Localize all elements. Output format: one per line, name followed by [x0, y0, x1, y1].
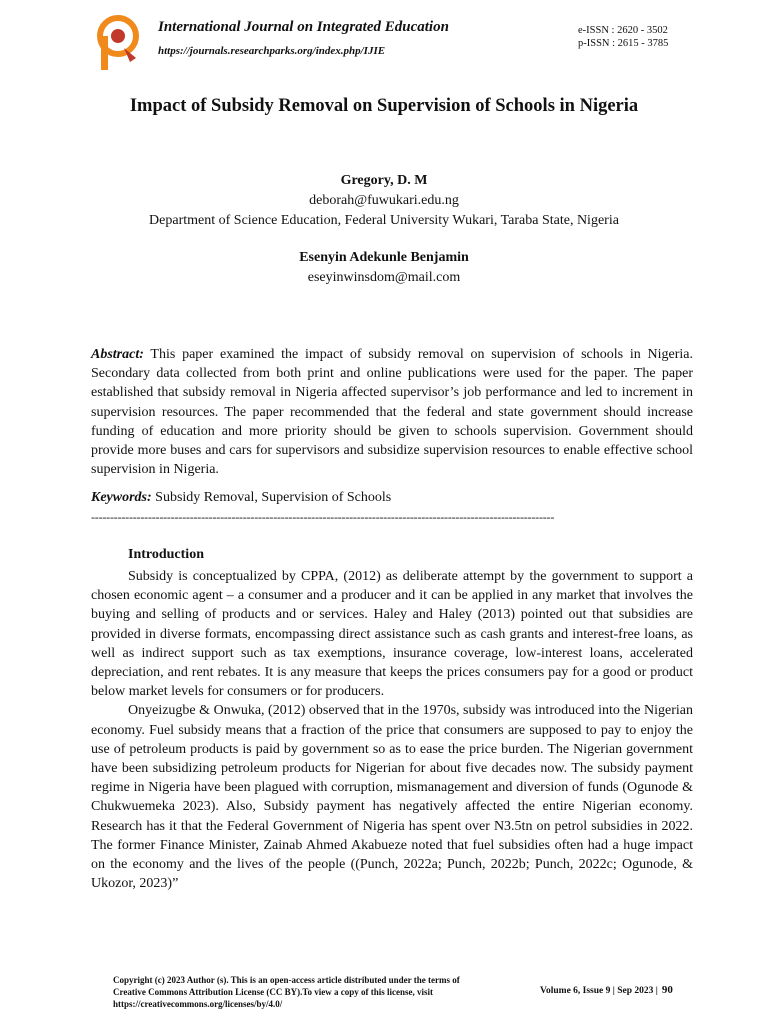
journal-name: International Journal on Integrated Education — [158, 19, 449, 35]
abstract-label: Abstract: — [91, 347, 144, 362]
page-number: 90 — [661, 984, 673, 996]
journal-url[interactable]: https://journals.researchparks.org/index.php/IJIE — [158, 45, 386, 57]
author-email[interactable]: eseyinwinsdom@mail.com — [307, 270, 461, 285]
keywords-label: Keywords: — [91, 490, 152, 505]
paragraph: Subsidy is conceptualized by CPPA, (2012) as deliberate attempt by the government to support a chosen economic agent – a consumer and a producer and it can be applied in any market that involves the buying and selling of products and or services. Haley and Haley (2013) pointed out that subsidies are provided in diverse formats, encompassing direct assistance such as cash grants and interest-free loans, as well as indirect support such as tax exemptions, insurance coverage, low-interest loans, accelerated depreciation, and rent rebates. It is any measure that keeps the prices consumers pay for a good or product below market levels for consumers or for producers. — [91, 569, 693, 700]
author-name: Gregory, D. M — [340, 173, 428, 188]
keywords — [91, 488, 693, 507]
author-name: Esenyin Adekunle Benjamin — [299, 250, 469, 265]
abstract — [91, 345, 693, 479]
introduction-body — [91, 567, 693, 893]
introduction-heading: Introduction — [128, 547, 204, 562]
volume-issue: Volume 6, Issue 9 | Sep 2023 | — [540, 986, 658, 996]
paper-title: Impact of Subsidy Removal on Supervision of Schools in Nigeria — [129, 96, 639, 116]
author-affiliation: Department of Science Education, Federal University Wukari, Taraba State, Nigeria — [149, 213, 619, 228]
p-issn: p-ISSN : 2615 - 3785 — [578, 38, 669, 49]
copyright-notice: Copyright (c) 2023 Author (s). This is an open-access article distributed under the terms of Creative Commons Attribution License (CC BY).To view a copy of this license, visit https://creativecommons.org/licenses/by/4.0/ — [113, 975, 460, 1009]
journal-logo — [96, 14, 140, 72]
section-divider: -------------------------------------------------------------------------------------------------------------------------- — [91, 510, 555, 524]
volume-info — [540, 984, 673, 996]
abstract-text: This paper examined the impact of subsidy removal on supervision of schools in Nigeria. Secondary data collected from both print and online publications were used for the paper. The paper established that subsidy removal in Nigeria affected supervisor’s job performance and led to increment in supervision resources. The paper recommended that the federal and state government should increase funding of education and more priority should be given to schools supervision. Government should provide more buses and cars for supervisors and subsidize supervision resources to enable effective school supervision in Nigeria. — [91, 347, 693, 478]
author-email[interactable]: deborah@fuwukari.edu.ng — [309, 193, 459, 208]
paragraph: Onyeizugbe & Onwuka, (2012) observed that in the 1970s, subsidy was introduced into the Nigerian economy. Fuel subsidy means that a fraction of the price that consumers are supposed to pay to enjoy the use of petroleum products is paid by government so as to ease the price burden. The Nigerian government have been subsidizing petroleum products for Nigerian for about five decades now. The subsidy payment regime in Nigeria have been plagued with corruption, mismanagement and diversion of funds (Ogunode & Chukwuemeka 2023). Also, Subsidy payment has negatively affected the entire Nigerian economy. Research has it that the Federal Government of Nigeria has spent over N3.5tn on petrol subsidies in 2022. The former Finance Minister, Zainab Ahmed Akabueze noted that fuel subsidies often had a huge impact on the economy and the lives of the people ((Punch, 2022a; Punch, 2022b; Punch, 2022c; Ogunode, & Ukozor, 2023)” — [91, 703, 693, 892]
keywords-text: Subsidy Removal, Supervision of Schools — [155, 490, 392, 505]
e-issn: e-ISSN : 2620 - 3502 — [578, 25, 668, 36]
